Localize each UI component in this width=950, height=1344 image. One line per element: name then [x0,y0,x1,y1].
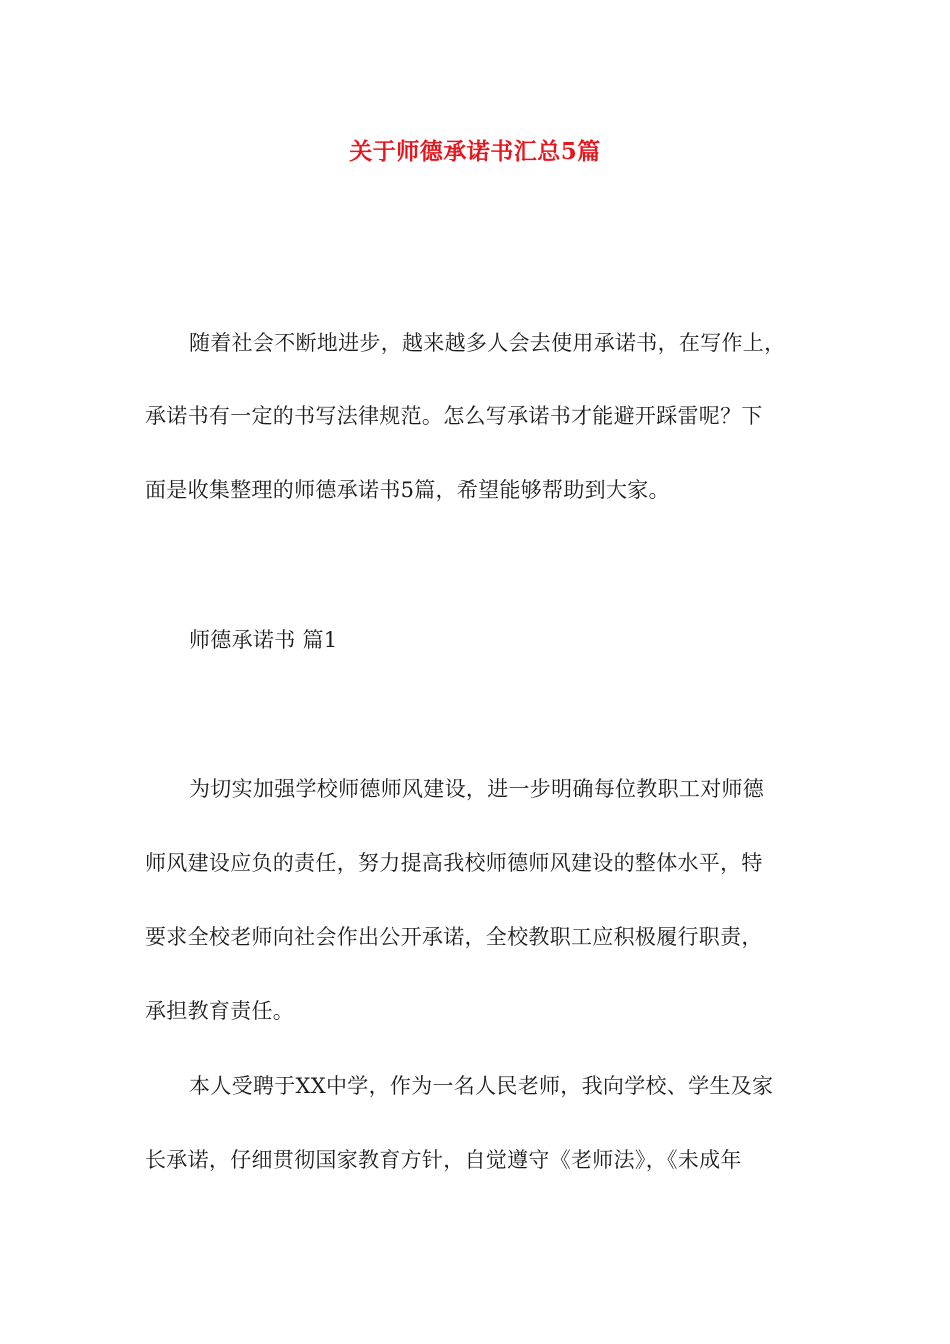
para1-line-3: 要求全校老师向社会作出公开承诺，全校教职工应积极履行职责， [145,925,763,949]
intro-line-1: 随着社会不断地进步，越来越多人会去使用承诺书，在写作上， [189,331,786,355]
para2-line-2: 长承诺，仔细贯彻国家教育方针，自觉遵守《老师法》，《未成年 [145,1148,742,1172]
para1-line-2: 师风建设应负的责任，努力提高我校师德师风建设的整体水平，特 [145,851,763,875]
para1-line-4: 承担教育责任。 [145,999,295,1023]
document-title: 关于师德承诺书汇总5篇 [349,138,601,165]
intro-line-2: 承诺书有一定的书写法律规范。怎么写承诺书才能避开踩雷呢？下 [145,404,763,428]
section-heading: 师德承诺书 篇1 [189,628,338,652]
para2-line-1: 本人受聘于XX中学，作为一名人民老师，我向学校、学生及家 [189,1074,774,1098]
para1-line-1: 为切实加强学校师德师风建设，进一步明确每位教职工对师德 [189,777,765,801]
intro-line-3: 面是收集整理的师德承诺书5篇，希望能够帮助到大家。 [145,478,670,502]
